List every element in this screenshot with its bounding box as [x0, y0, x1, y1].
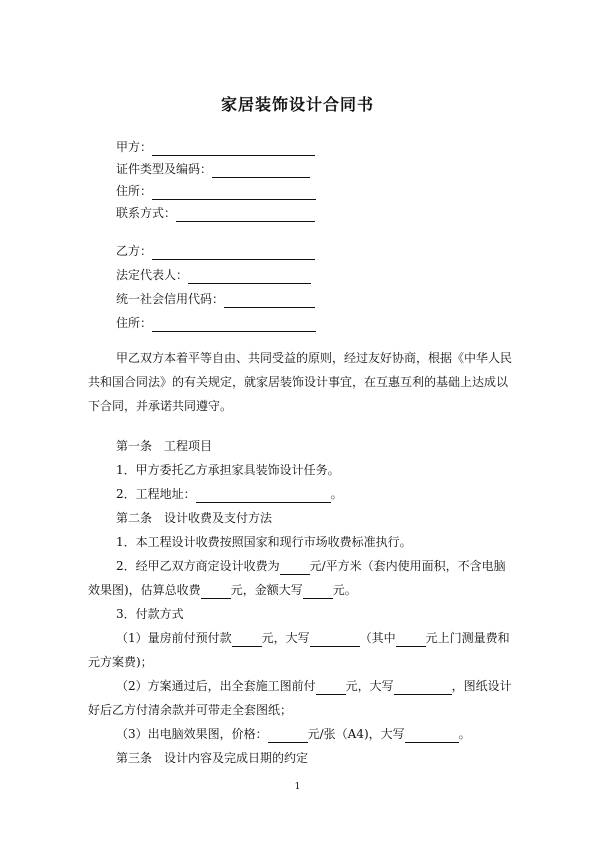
fee-rate-unit: 元/平方米（套内使用面积，不含电脑 — [309, 559, 506, 573]
party-b-address-field — [116, 314, 316, 332]
drawing-payment-label: （2）方案通过后，出全套施工图前付 — [116, 679, 316, 693]
drawing-payment-uppercase-label: 元，大写 — [345, 679, 394, 693]
total-fee-label: 效果图)，估算总收费 — [88, 583, 201, 597]
party-a-label: 甲方： — [116, 140, 153, 154]
payment-2-line-1 — [116, 677, 512, 695]
party-b-rep-field — [116, 266, 311, 284]
project-address-blank[interactable] — [196, 488, 331, 503]
article-2-heading: 第二条 设计收费及支付方法 — [116, 511, 273, 525]
party-a-address-field — [116, 182, 316, 200]
party-b-address-label: 住所： — [116, 316, 153, 330]
drawing-design-label: ，图纸设计 — [451, 679, 512, 693]
project-address-suffix: 。 — [330, 487, 343, 501]
party-b-rep-blank[interactable] — [188, 269, 311, 284]
total-fee-uppercase-blank[interactable] — [303, 584, 333, 599]
party-b-credit-label: 统一社会信用代码： — [116, 292, 225, 306]
drawing-payment-uppercase-blank[interactable] — [394, 680, 452, 695]
measurement-fee-suffix: 元上门测量费和 — [425, 631, 510, 645]
payment-3-line — [116, 725, 471, 743]
rendering-price-blank[interactable] — [268, 728, 308, 743]
party-a-address-blank[interactable] — [152, 185, 316, 200]
article-3-heading: 第三条 设计内容及完成日期的约定 — [116, 751, 309, 765]
rendering-price-suffix: 。 — [458, 727, 471, 741]
prepayment-uppercase-label: 元，大写 — [261, 631, 310, 645]
payment-1-line-1 — [116, 629, 510, 647]
article-2-item-3: 3．付款方式 — [116, 607, 184, 621]
rendering-price-uppercase-blank[interactable] — [405, 728, 459, 743]
article-1-item-1: 1．甲方委托乙方承担家具装饰设计任务。 — [116, 463, 340, 477]
document-title: 家居装饰设计合同书 — [220, 95, 374, 114]
party-a-id-blank[interactable] — [212, 163, 310, 178]
party-a-blank[interactable] — [152, 141, 315, 156]
total-fee-uppercase-label: 元，金额大写 — [230, 583, 303, 597]
measurement-fee-blank[interactable] — [396, 632, 426, 647]
preamble-line-3: 下合同，并承诺共同遵守。 — [88, 399, 233, 413]
party-b-address-blank[interactable] — [152, 317, 316, 332]
preamble-line-2: 共和国合同法》的有关规定，就家居装饰设计事宜，在互惠互利的基础上达成以 — [88, 375, 509, 389]
party-a-contact-blank[interactable] — [176, 207, 315, 222]
drawing-payment-blank[interactable] — [316, 680, 346, 695]
payment-2-line-2: 好后乙方付清余款并可带走全套图纸； — [88, 703, 293, 717]
payment-1-line-2: 元方案费)； — [88, 655, 153, 669]
fee-rate-label: 2．经甲乙双方商定设计收费为 — [116, 559, 280, 573]
party-a-contact-label: 联系方式： — [116, 206, 177, 220]
party-b-field — [116, 242, 315, 260]
article-2-item-2-line-2 — [88, 581, 357, 599]
party-b-credit-blank[interactable] — [224, 293, 315, 308]
prepayment-uppercase-blank[interactable] — [310, 632, 360, 647]
party-a-id-field — [116, 160, 310, 178]
article-1-heading: 第一条 工程项目 — [116, 439, 213, 453]
prepayment-label: （1）量房前付预付款 — [116, 631, 232, 645]
fee-rate-blank[interactable] — [280, 560, 310, 575]
party-a-address-label: 住所： — [116, 184, 153, 198]
preamble-line-1: 甲乙双方本着平等自由、共同受益的原则，经过友好协商，根据《中华人民 — [116, 351, 513, 365]
rendering-price-uppercase-label: 元/张（A4)，大写 — [307, 727, 405, 741]
article-2-item-1: 1．本工程设计收费按照国家和现行市场收费标准执行。 — [116, 535, 412, 549]
article-1-item-2 — [116, 485, 343, 503]
party-b-blank[interactable] — [152, 245, 315, 260]
page-number: 1 — [294, 782, 301, 792]
total-fee-blank[interactable] — [201, 584, 231, 599]
prepayment-blank[interactable] — [232, 632, 262, 647]
party-b-label: 乙方： — [116, 244, 153, 258]
rendering-price-label: （3）出电脑效果图，价格： — [116, 727, 268, 741]
party-a-id-label: 证件类型及编码： — [116, 162, 213, 176]
project-address-label: 2．工程地址： — [116, 487, 196, 501]
party-a-contact-field — [116, 204, 315, 222]
article-2-item-2-line-1 — [116, 557, 506, 575]
party-b-rep-label: 法定代表人： — [116, 268, 189, 282]
measurement-fee-label: （其中 — [359, 631, 396, 645]
party-a-field — [116, 138, 315, 156]
party-b-credit-field — [116, 290, 315, 308]
total-fee-suffix: 元。 — [332, 583, 357, 597]
